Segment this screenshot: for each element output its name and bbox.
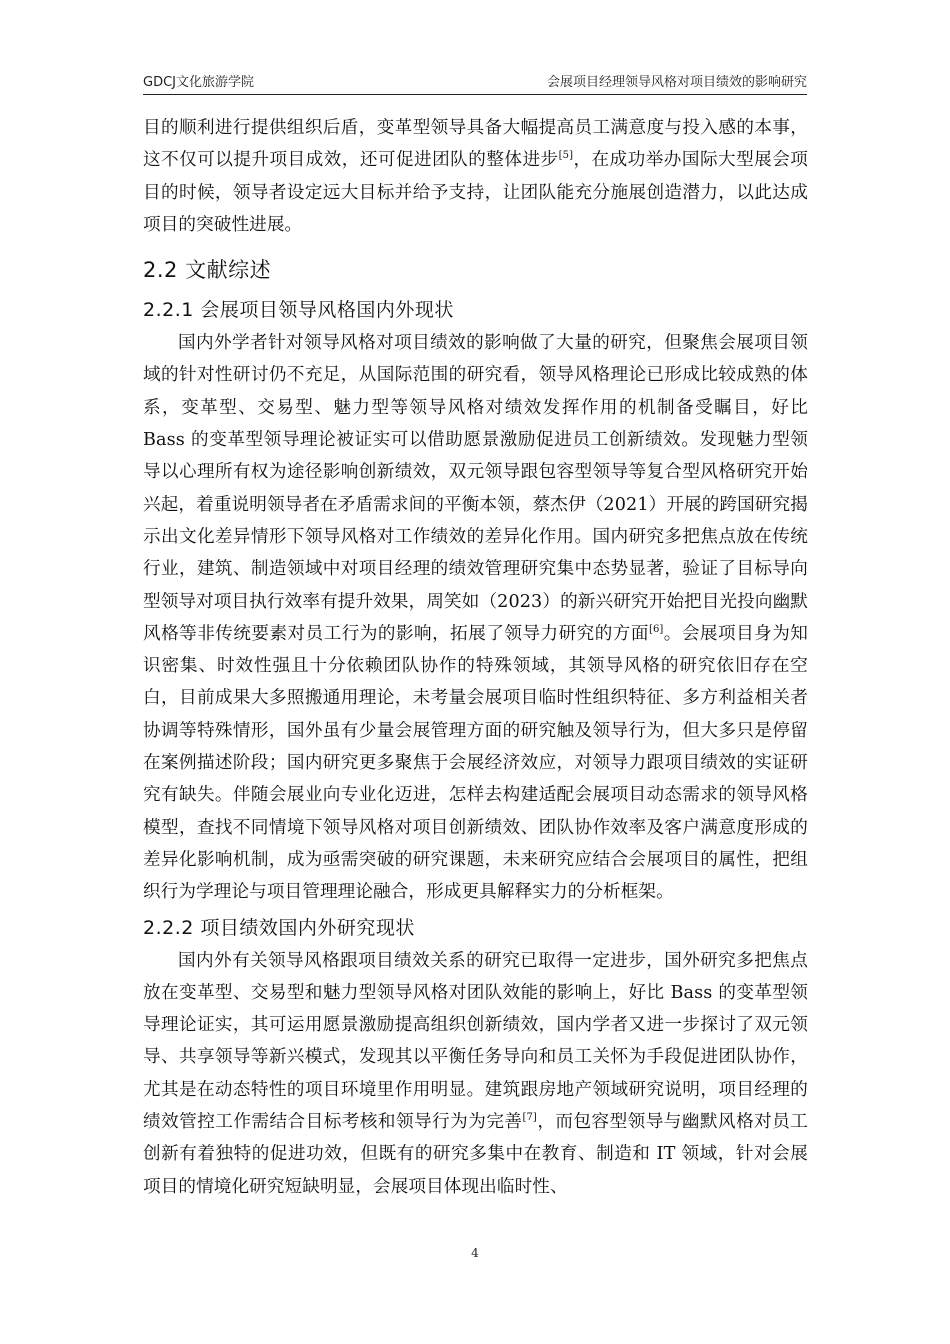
running-header — [143, 64, 807, 90]
citation-5: [5] — [558, 150, 574, 162]
page-body — [143, 112, 808, 1203]
header-divider — [143, 94, 807, 95]
paragraph-text: 。会展项目身为知识密集、时效性强且十分依赖团队协作的特殊领域，其领导风格的研究依旧存在空白，目前成果大多照搬通用理论，未考量会展项目临时性组织特征、多方利益相关者协调等特殊情形，国外虽有少量会展管理方面的研究触及领导行为，但大多只是停留在案例描述阶段；国内研究更多聚焦于会展经济效应，对领导力跟项目绩效的实证研究有缺失。伴随会展业向专业化迈进，怎样去构建适配会展项目动态需求的领导风格模型，查找不同情境下领导风格对项目创新绩效、团队协作效率及客户满意度形成的差异化影响机制，成为亟需突破的研究课题，未来研究应结合会展项目的属性，把组织行为学理论与项目管理理论融合，形成更具解释实力的分析框架。 — [143, 623, 808, 903]
paragraph-text: ，而包容型领导与幽默风格对员工创新有着独特的促进功效，但既有的研究多集中在教育、制造和 IT 领域，针对会展项目的情境化研究短缺明显，会展项目体现出临时性、 — [143, 1112, 808, 1197]
section-heading-2-2: 2.2 文献综述 — [143, 258, 272, 283]
page-number: 4 — [471, 1246, 479, 1260]
paragraph-text: ，在成功举办国际大型展会项目的时候，领导者设定远大目标并给予支持，让团队能充分施展创造潜力，以此达成项目的突破性进展。 — [143, 150, 808, 235]
citation-7: [7] — [522, 1112, 537, 1124]
subsection-heading-2-2-1: 2.2.1 会展项目领导风格国内外现状 — [143, 299, 454, 322]
subsection-heading-2-2-2: 2.2.2 项目绩效国内外研究现状 — [143, 916, 415, 939]
paragraph-leadership-review — [143, 327, 808, 908]
paragraph-continuation — [143, 112, 808, 241]
paragraph-text: 目的顺利进行提供组织后盾，变革型领导具备大幅提高员工满意度与投入感的本事，这不仅可以提升项目成效，还可促进团队的整体进步 — [143, 118, 808, 171]
citation-6: [6] — [648, 624, 664, 635]
header-thesis-title: 会展项目经理领导风格对项目绩效的影响研究 — [546, 75, 807, 90]
paragraph-text: 国内外有关领导风格跟项目绩效关系的研究已取得一定进步，国外研究多把焦点放在变革型、交易型和魅力型领导风格对团队效能的影响上，好比 Bass 的变革型领导理论证实，其可运用愿景激励提高组织创新绩效，国内学者又进一步探讨了双元领导、共享领导等新兴模式，发现其以平衡任务导向和员工关怀为手段促进团队协作，尤其是在动态特性的项目环境里作用明显。建筑跟房地产领域研究说明，项目经理的绩效管控工作需结合目标考核和领导行为为完善 — [143, 950, 808, 1133]
header-institution: GDCJ文化旅游学院 — [143, 75, 254, 90]
paragraph-text: 国内外学者针对领导风格对项目绩效的影响做了大量的研究，但聚焦会展项目领域的针对性研讨仍不充足，从国际范围的研究看，领导风格理论已形成比较成熟的体系，变革型、交易型、魅力型等领导风格对绩效发挥作用的机制备受瞩目，好比 Bass 的变革型领导理论被证实可以借助愿景激励促进员工创新绩效。发现魅力型领导以心理所有权为途径影响创新绩效，双元领导跟包容型领导等复合型风格研究开始兴起，着重说明领导者在矛盾需求间的平衡本领，蔡杰伊（2021）开展的跨国研究揭示出文化差异情形下领导风格对工作绩效的差异化作用。国内研究多把焦点放在传统行业，建筑、制造领域中对项目经理的绩效管理研究集中态势显著，验证了目标导向型领导对项目执行效率有提升效果，周笑如（2023）的新兴研究开始把目光投向幽默风格等非传统要素对员工行为的影响，拓展了领导力研究的方面 — [143, 333, 808, 644]
paragraph-performance-review — [143, 945, 808, 1203]
